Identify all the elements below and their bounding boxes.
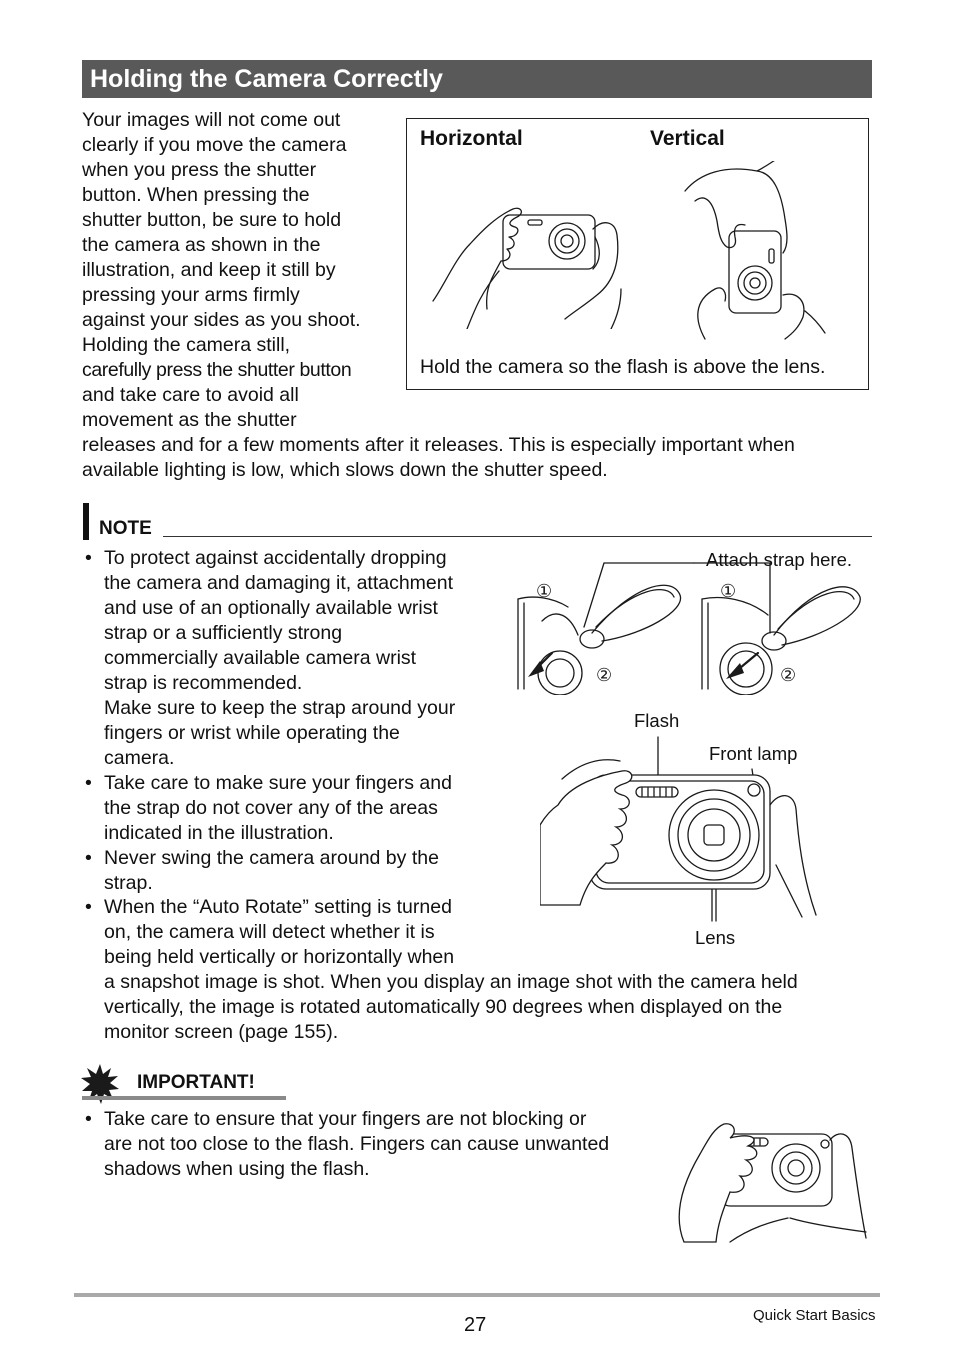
note-title: NOTE (99, 518, 152, 539)
intro-line: pressing your arms firmly (82, 284, 300, 306)
important-title: IMPORTANT! (137, 1072, 255, 1093)
bullet-symbol: • (85, 547, 92, 569)
note-line: fingers or wrist while operating the (104, 722, 400, 744)
bullet-symbol: • (85, 896, 92, 918)
note-line: vertically, the image is rotated automatically 90 degrees when displayed on the (104, 996, 783, 1018)
intro-line: and take care to avoid all (82, 384, 299, 406)
note-line: To protect against accidentally dropping (104, 547, 447, 569)
holding-figure (406, 118, 869, 390)
lens-label: Lens (695, 927, 736, 948)
page-number: 27 (464, 1314, 487, 1336)
intro-line: carefully press the shutter button (82, 359, 352, 381)
bullet-symbol: • (85, 1108, 92, 1130)
note-marker (83, 503, 89, 540)
note-line: and use of an optionally available wrist (104, 597, 438, 619)
intro-line: available lighting is low, which slows down the shutter speed. (82, 459, 608, 481)
intro-paragraph-left (82, 108, 392, 433)
intro-line: button. When pressing the (82, 184, 310, 206)
intro-line: the camera as shown in the (82, 234, 321, 256)
note-bullet (85, 771, 495, 846)
note-line: camera. (104, 747, 175, 769)
note-line: Make sure to keep the strap around your (104, 697, 456, 719)
note-divider (163, 536, 872, 537)
step-1-right: ① (720, 581, 737, 602)
note-line: the camera and damaging it, attachment (104, 572, 454, 594)
vertical-hold-illustration (665, 161, 855, 341)
vertical-label: Vertical (650, 127, 725, 150)
intro-line: Your images will not come out (82, 109, 341, 131)
important-line: Take care to ensure that your fingers are not blocking or (104, 1108, 587, 1130)
note-line: a snapshot image is shot. When you display an image shot with the camera held (104, 971, 798, 993)
note-line: the strap do not cover any of the areas (104, 797, 438, 819)
step-1-left: ① (536, 581, 553, 602)
step-2-right: ② (780, 665, 797, 686)
note-line: strap or a sufficiently strong (104, 622, 343, 644)
note-line: indicated in the illustration. (104, 822, 334, 844)
note-line: on, the camera will detect whether it is (104, 921, 435, 943)
bullet-symbol: • (85, 772, 92, 794)
section-title: Holding the Camera Correctly (82, 60, 872, 98)
intro-line: when you press the shutter (82, 159, 317, 181)
intro-line: shutter button, be sure to hold (82, 209, 342, 231)
front-lamp-label: Front lamp (709, 743, 798, 764)
note-bullet (85, 546, 495, 771)
attach-strap-label: Attach strap here. (706, 549, 853, 570)
note-line: Take care to make sure your fingers and (104, 772, 452, 794)
horizontal-label: Horizontal (420, 127, 523, 150)
important-line: are not too close to the flash. Fingers can cause unwanted (104, 1133, 610, 1155)
intro-line: releases and for a few moments after it releases. This is especially important when (82, 434, 795, 456)
intro-line: against your sides as you shoot. (82, 309, 361, 331)
intro-line: movement as the shutter (82, 409, 297, 431)
bullet-symbol: • (85, 847, 92, 869)
fingers-near-flash-illustration (670, 1118, 870, 1248)
horizontal-hold-illustration (425, 189, 625, 329)
intro-line: Holding the camera still, (82, 334, 291, 356)
important-underline (82, 1096, 286, 1100)
intro-paragraph-full (82, 433, 872, 483)
note-line: monitor screen (page 155). (104, 1021, 339, 1043)
note-line: strap is recommended. (104, 672, 303, 694)
intro-line: illustration, and keep it still by (82, 259, 336, 281)
flash-label: Flash (634, 710, 680, 731)
note-bullet (85, 846, 495, 896)
camera-front-illustration (540, 735, 830, 925)
important-bullet (85, 1107, 665, 1182)
note-line: strap. (104, 872, 153, 894)
holding-figure-caption: Hold the camera so the flash is above the lens. (420, 356, 826, 378)
note-line: commercially available camera wrist (104, 647, 417, 669)
intro-line: clearly if you move the camera (82, 134, 347, 156)
note-line: When the “Auto Rotate” setting is turned (104, 896, 452, 918)
footer-rule (74, 1293, 880, 1297)
note-line: Never swing the camera around by the (104, 847, 439, 869)
step-2-left: ② (596, 665, 613, 686)
note-line: being held vertically or horizontally when (104, 946, 455, 968)
strap-attach-illustration (512, 555, 872, 695)
important-line: shadows when using the flash. (104, 1158, 370, 1180)
footer-section-name: Quick Start Basics (753, 1307, 876, 1324)
